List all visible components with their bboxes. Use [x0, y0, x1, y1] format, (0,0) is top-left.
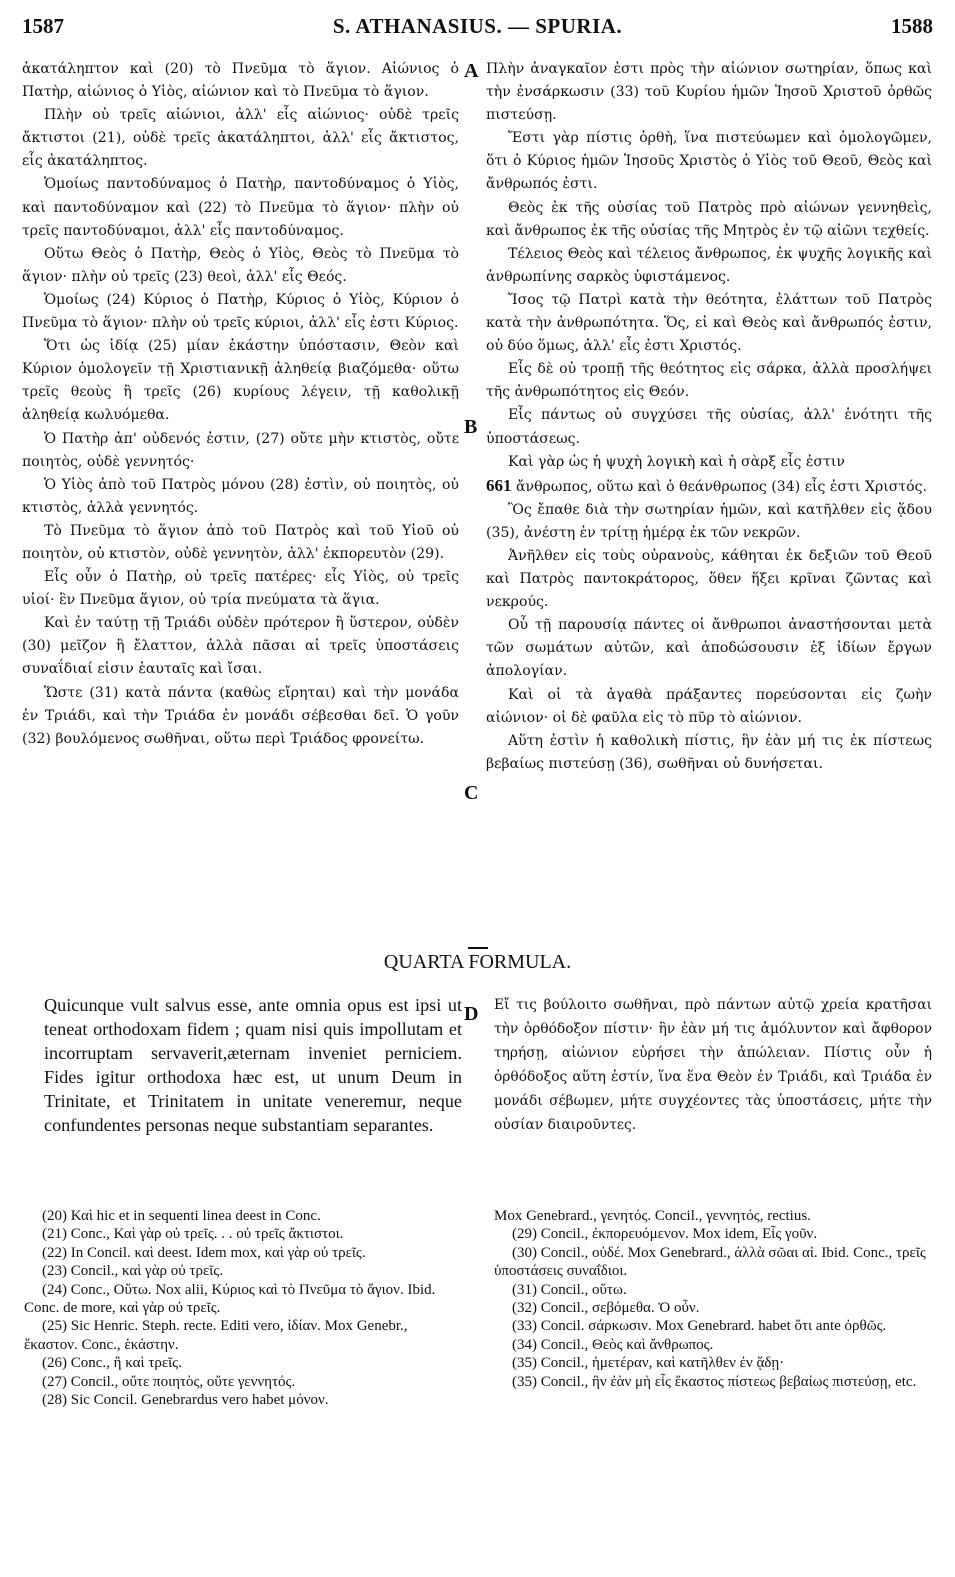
footnote: (31) Concil., οὕτω.: [512, 1281, 627, 1298]
column-number: 661: [486, 475, 512, 495]
latin-text-column: [44, 993, 462, 1137]
paragraph: Ἀνῆλθεν εἰς τοὺς οὐρανοὺς, κάθηται ἐκ δεξιῶν τοῦ Θεοῦ καὶ Πατρὸς παντοκράτορος, ὅθεν ἥξει κρῖναι ζῶντας καὶ νεκρούς.: [486, 547, 932, 611]
paragraph: Τὸ Πνεῦμα τὸ ἅγιον ἀπὸ τοῦ Πατρὸς καὶ τοῦ Υἱοῦ οὐ ποιητὸν, οὐ κτιστὸν, οὐδὲ γεννητὸν, ἀλλ' ἐκπορευτὸν (29).: [22, 522, 459, 562]
left-page-number: 1587: [22, 14, 64, 38]
paragraph: Καὶ οἱ τὰ ἀγαθὰ πράξαντες πορεύσονται εἰς ζωὴν αἰώνιον· οἱ δὲ φαῦλα εἰς τὸ πῦρ τὸ αἰώνιον.: [486, 686, 932, 726]
page-header: [22, 14, 933, 44]
paragraph-continuation: ἄνθρωπος, οὕτω καὶ ὁ θεάνθρωπος (34) εἷς ἐστι Χριστός.: [515, 478, 928, 495]
footnote: (35) Concil., ἣν ἐὰν μὴ εἷς ἕκαστος πίστεως βεβαίως πιστεύσῃ, etc.: [512, 1373, 917, 1390]
paragraph: Ἔστι γὰρ πίστις ὀρθὴ, ἵνα πιστεύωμεν καὶ ὁμολογῶμεν, ὅτι ὁ Κύριος ἡμῶν Ἰησοῦς Χριστὸς ὁ Υἱὸς τοῦ Θεοῦ, Θεὸς καὶ ἄνθρωπός ἐστι.: [486, 130, 932, 193]
paragraph: Ὃς ἔπαθε διὰ τὴν σωτηρίαν ἡμῶν, καὶ κατῆλθεν εἰς ᾅδου (35), ἀνέστη ἐν τρίτῃ ἡμέρᾳ ἐκ τῶν νεκρῶν.: [486, 501, 932, 541]
paragraph: [486, 474, 932, 499]
footnote: (26) Conc., ἢ καὶ τρεῖς.: [42, 1355, 182, 1372]
margin-letter-d: D: [464, 1003, 479, 1025]
paragraph: Ὁ Πατὴρ ἀπ' οὐδενός ἐστιν, (27) οὔτε μὴν κτιστὸς, οὔτε ποιητὸς, οὐδὲ γεννητός·: [22, 430, 459, 470]
footnote: (20) Καὶ hic et in sequenti linea deest in Conc.: [42, 1208, 321, 1224]
paragraph: ἀκατάληπτον καὶ (20) τὸ Πνεῦμα τὸ ἅγιον. Αἰώνιος ὁ Πατὴρ, αἰώνιος ὁ Υἱὸς, αἰώνιον καὶ τὸ Πνεῦμα τὸ ἅγιον.: [22, 61, 459, 101]
paragraph: Καὶ γὰρ ὡς ἡ ψυχὴ λογικὴ καὶ ἡ σὰρξ εἷς ἐστιν: [508, 453, 845, 470]
paragraph: Οὕτω Θεὸς ὁ Πατὴρ, Θεὸς ὁ Υἱὸς, Θεὸς τὸ Πνεῦμα τὸ ἅγιον· πλὴν οὐ τρεῖς (23) θεοὶ, ἀλλ' εἷς Θεός.: [22, 245, 459, 285]
paragraph: Ἴσος τῷ Πατρὶ κατὰ τὴν θεότητα, ἐλάττων τοῦ Πατρὸς κατὰ τὴν ἀνθρωπότητα. Ὅς, εἰ καὶ Θεὸς καὶ ἄνθρωπός ἐστιν, οὐ δύο ὅμως, ἀλλ' εἷς ἐστι Χριστός.: [486, 291, 932, 355]
paragraph: Ὁμοίως παντοδύναμος ὁ Πατὴρ, παντοδύναμος ὁ Υἱὸς, καὶ παντοδύναμον καὶ (22) τὸ Πνεῦμα τὸ ἅγιον· πλὴν οὐ τρεῖς παντοδύναμοι, ἀλλ' εἷς παντοδύναμος.: [22, 176, 459, 239]
footnote: (33) Concil. σάρκωσιν. Mox Genebrard. habet ὅτι ante ὀρθῶς.: [512, 1318, 887, 1335]
paragraph: Καὶ ἐν ταύτῃ τῇ Τριάδι οὐδὲν πρότερον ἢ ὕστερον, οὐδὲν (30) μεῖζον ἢ ἔλαττον, ἀλλὰ πᾶσαι αἱ τρεῖς ὑποστάσεις συναΐδιαί εἰσιν ἑαυταῖς καὶ ἴσαι.: [22, 615, 459, 678]
paragraph: Πλὴν ἀναγκαῖον ἐστι πρὸς τὴν αἰώνιον σωτηρίαν, ὅπως καὶ τὴν ἐνσάρκωσιν (33) τοῦ Κυρίου ἡμῶν Ἰησοῦ Χριστοῦ ὀρθῶς πιστεύσῃ.: [486, 61, 932, 124]
paragraph: Αὕτη ἐστὶν ἡ καθολικὴ πίστις, ἣν ἐὰν μή τις ἐκ πίστεως βεβαίως πιστεύσῃ (36), σωθῆναι οὐ δυνήσεται.: [486, 732, 932, 772]
greek-formula-column: [494, 993, 932, 1137]
section-title: QUARTA FORMULA.: [383, 951, 572, 973]
footnote: (28) Sic Concil. Genebrardus vero habet μόνον.: [42, 1392, 329, 1409]
footnote: Mox Genebrard., γενητός. Concil., γεννητός, rectius.: [494, 1208, 811, 1224]
footnote: (22) In Concil. καὶ deest. Idem mox, καὶ γὰρ οὐ τρεῖς.: [42, 1244, 366, 1261]
footnote: (27) Concil., οὔτε ποιητὸς, οὔτε γεννητός.: [42, 1373, 296, 1390]
footnote: (23) Concil., καὶ γὰρ οὐ τρεῖς.: [42, 1263, 223, 1280]
footnote: (29) Concil., ἐκπορευόμενον. Mox idem, Εἷς γοῦν.: [512, 1226, 818, 1243]
footnotes-left: [24, 1207, 462, 1409]
paragraph: Ὁ Υἱὸς ἀπὸ τοῦ Πατρὸς μόνου (28) ἐστὶν, οὐ ποιητὸς, οὐ κτιστὸς, ἀλλὰ γεννητός.: [22, 476, 459, 516]
footnote: (32) Concil., σεβόμεθα. Ὁ οὖν.: [512, 1300, 700, 1317]
paragraph: Ὅτι ὡς ἰδίᾳ (25) μίαν ἑκάστην ὑπόστασιν, Θεὸν καὶ Κύριον ὁμολογεῖν τῇ Χριστιανικῇ ἀληθείᾳ βιαζόμεθα· οὕτω τρεῖς θεοὺς ἢ τρεῖς (26) κυρίους λέγειν, τῇ καθολικῇ ἀληθείᾳ κωλυόμεθα.: [22, 338, 459, 424]
paragraph: Εἷς οὖν ὁ Πατὴρ, οὐ τρεῖς πατέρες· εἷς Υἱὸς, οὐ τρεῖς υἱοί· ἓν Πνεῦμα ἅγιον, οὐ τρία πνεύματα τὰ ἅγια.: [22, 569, 459, 609]
paragraph: Εἷς δὲ οὐ τροπῇ τῆς θεότητος εἰς σάρκα, ἀλλὰ προσλήψει τῆς ἀνθρωπότητος εἰς Θεόν.: [486, 361, 932, 401]
greek-text-right-column: [486, 58, 932, 776]
margin-letter-c: C: [464, 782, 479, 804]
margin-letter-a: A: [464, 60, 479, 82]
paragraph: Θεὸς ἐκ τῆς οὐσίας τοῦ Πατρὸς πρὸ αἰώνων γεννηθεὶς, καὶ ἄνθρωπος ἐκ τῆς οὐσίας τῆς Μητρὸς ἐν τῷ αἰῶνι τεχθείς.: [486, 199, 932, 239]
footnote: (21) Conc., Καὶ γὰρ οὐ τρεῖς. . . οὐ τρεῖς ἄκτιστοι.: [42, 1226, 344, 1243]
paragraph: Ὥστε (31) κατὰ πάντα (καθὼς εἴρηται) καὶ τὴν μονάδα ἐν Τριάδι, καὶ τὴν Τριάδα ἐν μονάδι σέβεσθαι δεῖ. Ὁ γοῦν (32) βουλόμενος σωθῆναι, οὕτω περὶ Τριάδος φρονείτω.: [22, 684, 459, 747]
footnotes-right: [494, 1207, 932, 1391]
right-page-number: 1588: [891, 14, 933, 38]
paragraph: Οὗ τῇ παρουσίᾳ πάντες οἱ ἄνθρωποι ἀναστήσονται μετὰ τῶν σωμάτων αὐτῶν, καὶ ἀποδώσουσιν ἐξ ἰδίων ἔργων ἀπολογίαν.: [486, 617, 932, 680]
margin-letter-b: B: [464, 416, 478, 438]
running-title: S. ATHANASIUS. — SPURIA.: [332, 14, 623, 38]
paragraph: Τέλειος Θεὸς καὶ τέλειος ἄνθρωπος, ἐκ ψυχῆς λογικῆς καὶ ἀνθρωπίνης σαρκὸς ὑφιστάμενος.: [486, 245, 932, 285]
footnote: (25) Sic Henric. Steph. recte. Editi vero, ἰδίαν. Mox Genebr., ἕκαστον. Conc., ἑκάστην.: [24, 1318, 408, 1353]
section-separator: [468, 947, 488, 949]
greek-text-left-column: [22, 58, 459, 751]
paragraph: Εἴ τις βούλοιτο σωθῆναι, πρὸ πάντων αὐτῷ χρεία κρατῆσαι τὴν ὀρθόδοξον πίστιν· ἣν ἐὰν μή τις ἀμόλυντον καὶ ἄφθορον τηρήσῃ, αἰώνιον εὑρήσει τὴν ἀπώλειαν. Πίστις οὖν ἡ ὀρθόδοξος αὕτη ἐστίν, ἵνα ἕνα Θεὸν ἐν Τριάδι, καὶ Τριάδα ἐν μονάδι σέβωμεν, μήτε συγχέοντες τὰς ὑποστάσεις, μήτε τὴν οὐσίαν διαιροῦντες.: [494, 997, 932, 1133]
paragraph: Πλὴν οὐ τρεῖς αἰώνιοι, ἀλλ' εἷς αἰώνιος· οὐδὲ τρεῖς ἄκτιστοι (21), οὐδὲ τρεῖς ἀκατάληπτοι, ἀλλ' εἷς ἄκτιστος, εἷς ἀκατάληπτος.: [22, 107, 459, 170]
footnote: (30) Concil., οὐδέ. Mox Genebrard., ἀλλὰ σῶαι αἱ. Ibid. Conc., τρεῖς ὑποστάσεις συναΐδιοι.: [494, 1244, 926, 1280]
footnote: (24) Conc., Οὕτω. Nox alii, Κύριος καὶ τὸ Πνεῦμα τὸ ἅγιον. Ibid. Conc. de more, καὶ γὰρ οὐ τρεῖς.: [24, 1281, 436, 1317]
paragraph: Εἷς πάντως οὐ συγχύσει τῆς οὐσίας, ἀλλ' ἑνότητι τῆς ὑποστάσεως.: [486, 407, 932, 447]
paragraph: Ὁμοίως (24) Κύριος ὁ Πατὴρ, Κύριος ὁ Υἱὸς, Κύριον ὁ Πνεῦμα τὸ ἅγιον· πλὴν οὐ τρεῖς κύριοι, ἀλλ' εἷς ἐστι Κύριος.: [22, 291, 459, 332]
footnote: (34) Concil., Θεὸς καὶ ἄνθρωπος.: [512, 1336, 714, 1353]
paragraph: Quicunque vult salvus esse, ante omnia opus est ipsi ut teneat orthodoxam fidem ; quam nisi quis impollutam et incorruptam servaverit,æternam inveniet perniciem. Fides igitur orthodoxa hæc est, ut unum Deum in Trinitate, et Trinitatem in unitate veneremur, neque confundentes personas neque substantiam separantes.: [44, 995, 462, 1135]
footnote: (35) Concil., ἡμετέραν, καὶ κατῆλθεν ἐν ᾅδῃ·: [512, 1355, 785, 1372]
